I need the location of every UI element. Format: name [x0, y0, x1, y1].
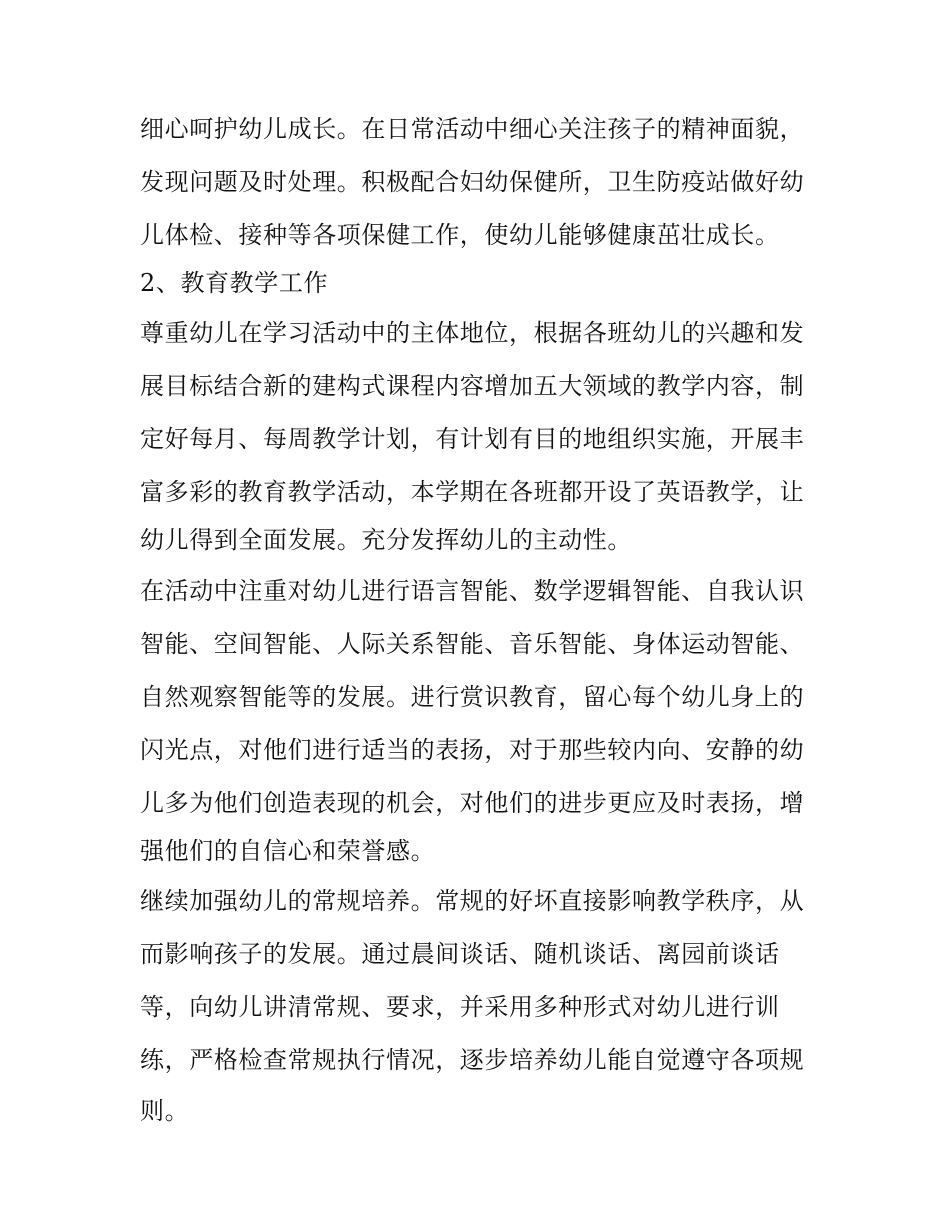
text-line: 而影响孩子的发展。通过晨间谈话、随机谈话、离园前谈话: [140, 940, 780, 968]
text-line: 展目标结合新的建构式课程内容增加五大领域的教学内容，制: [140, 372, 805, 400]
text-line: 在活动中注重对幼儿进行语言智能、数学逻辑智能、自我认识: [140, 577, 805, 605]
text-line: 强他们的自信心和荣誉感。: [140, 837, 436, 865]
text-line: 等，向幼儿讲清常规、要求，并采用多种形式对幼儿进行训: [140, 993, 780, 1021]
text-line: 闪光点，对他们进行适当的表扬，对于那些较内向、安静的幼: [140, 736, 805, 764]
section-heading: 2、教育教学工作: [140, 269, 329, 297]
text-line: 继续加强幼儿的常规培养。常规的好坏直接影响教学秩序，从: [140, 887, 805, 915]
text-line: 儿多为他们创造表现的机会，对他们的进步更应及时表扬，增: [140, 789, 805, 817]
text-line: 发现问题及时处理。积极配合妇幼保健所，卫生防疫站做好幼: [140, 168, 805, 196]
text-line: 智能、空间智能、人际关系智能、音乐智能、身体运动智能、: [140, 630, 805, 658]
text-line: 定好每月、每周教学计划，有计划有目的地组织实施，开展丰: [140, 425, 805, 453]
text-line: 尊重幼儿在学习活动中的主体地位，根据各班幼儿的兴趣和发: [140, 319, 805, 347]
text-line: 富多彩的教育教学活动，本学期在各班都开设了英语教学，让: [140, 478, 805, 506]
text-line: 练，严格检查常规执行情况，逐步培养幼儿能自觉遵守各项规: [140, 1046, 805, 1074]
text-line: 幼儿得到全面发展。充分发挥幼儿的主动性。: [140, 526, 632, 554]
text-line: 细心呵护幼儿成长。在日常活动中细心关注孩子的精神面貌，: [140, 115, 805, 143]
text-line: 则。: [140, 1097, 190, 1125]
text-line: 儿体检、接种等各项保健工作，使幼儿能够健康茁壮成长。: [140, 221, 780, 249]
text-line: 自然观察智能等的发展。进行赏识教育，留心每个幼儿身上的: [140, 683, 805, 711]
